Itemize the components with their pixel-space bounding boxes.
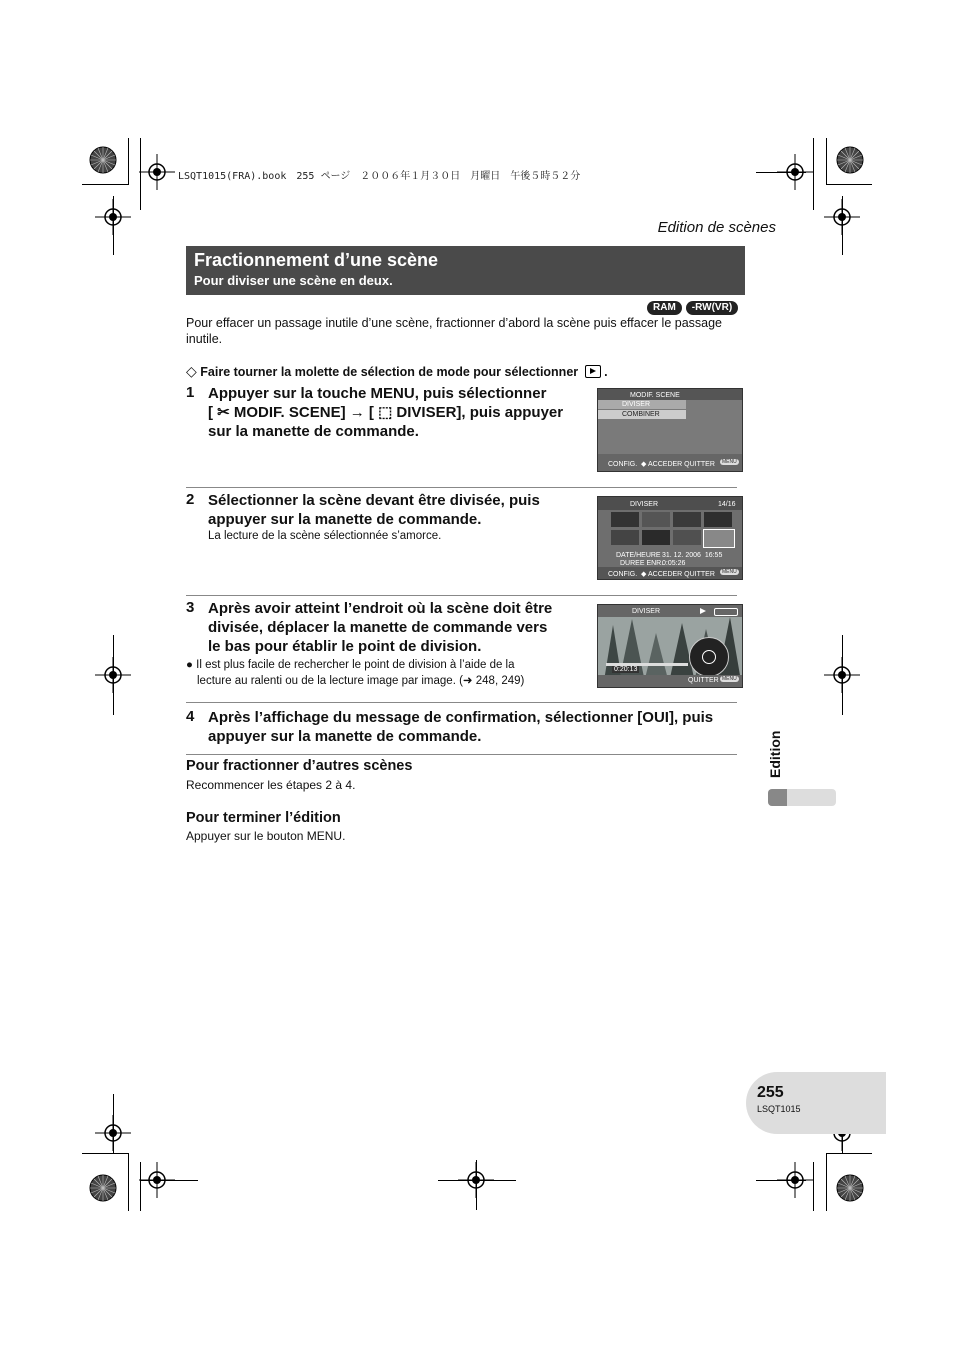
screen2-duration-label: DUREE ENR. [620, 560, 664, 567]
step-4-text: Après l’affichage du message de confirmation, sélectionner [OUI], puis appuyer sur la manette de commande. [208, 709, 714, 745]
screen-divide-thumbnails [597, 496, 743, 580]
screen2-counter: 14/16 [718, 501, 736, 508]
screen-menu-item-1: DIVISER [622, 401, 651, 408]
sub-text-finish: Appuyer sur le bouton MENU. [186, 829, 346, 843]
separator-4 [186, 754, 737, 755]
chapter-index-bar [768, 789, 836, 806]
screen2-date-label: DATE/HEURE [616, 552, 661, 559]
page-code: LSQT1015 [757, 1104, 801, 1114]
intro-text: Pour effacer un passage inutile d’une scène, fractionner d’abord la scène puis effacer le passage inutile. [186, 316, 722, 346]
screen3-battery-icon [714, 608, 738, 616]
step-2-text: Sélectionner la scène devant être divisée, puis appuyer sur la manette de commande. [208, 492, 540, 528]
prep-instruction [186, 363, 608, 380]
screen-divide-playback [597, 604, 743, 688]
page-number-pill [746, 1072, 886, 1134]
page-number: 255 [757, 1084, 784, 1101]
separator-1 [186, 487, 737, 488]
step-1-text: Appuyer sur la touche MENU, puis sélectionner [ ✂ MODIF. SCENE] → [ ⬚ DIVISER], puis appuyer sur la manette de commande. [208, 385, 564, 440]
separator-2 [186, 595, 737, 596]
screen-menu-menu: MENU [722, 459, 737, 465]
screen3-footer: QUITTER [688, 677, 719, 684]
step-4-number: 4 [186, 708, 195, 725]
step-3-number: 3 [186, 599, 195, 616]
prep-end: . [604, 365, 608, 379]
badge-ram: RAM [647, 301, 682, 315]
page-subtitle: Pour diviser une scène en deux. [194, 273, 393, 288]
step-1-number: 1 [186, 384, 195, 401]
diamond-icon: ◇ [186, 363, 197, 379]
screen3-time: 0:20:13 [614, 666, 638, 673]
screen2-date-value: 31. 12. 2006 16:55 [662, 552, 723, 559]
sub-heading-finish: Pour terminer l’édition [186, 810, 341, 826]
media-badges [647, 301, 738, 315]
screen2-menu: MENU [722, 569, 737, 575]
title-bar [186, 246, 745, 295]
play-mode-icon [585, 365, 601, 378]
section-label: Edition de scènes [657, 219, 776, 236]
screen-menu-footer: CONFIG. ◆ ACCEDER QUITTER [608, 461, 715, 468]
screen3-menu: MENU [722, 676, 737, 682]
print-header: LSQT1015(FRA).book 255 ページ ２００６年１月３０日 月曜日 午後５時５２分 [178, 171, 581, 182]
step-3-text: Après avoir atteint l’endroit où la scène doit être divisée, déplacer la manette de commande vers le bas pour établir le point de division. [208, 600, 553, 655]
step-2-note: La lecture de la scène sélectionnée s’amorce. [208, 530, 442, 542]
sub-text-other-scenes: Recommencer les étapes 2 à 4. [186, 778, 356, 792]
screen-menu-item-2: COMBINER [622, 411, 660, 418]
step-3-bullet: ● Il est plus facile de rechercher le point de division à l’aide de la lecture au ralenti ou de la lecture image par image. (➜ 248, 249) [186, 659, 525, 687]
screen2-title: DIVISER [630, 501, 659, 508]
separator-3 [186, 702, 737, 703]
step-2-number: 2 [186, 491, 195, 508]
badge-rw: -RW(VR) [686, 301, 738, 315]
screen2-footer: CONFIG. ◆ ACCEDER QUITTER [608, 571, 715, 578]
sub-heading-other-scenes: Pour fractionner d’autres scènes [186, 758, 413, 774]
screen3-play-icon [700, 608, 706, 614]
bullet-icon: ● [186, 659, 193, 671]
screen2-duration-value: 0:05:26 [662, 560, 686, 567]
prep-text: Faire tourner la molette de sélection de mode pour sélectionner [200, 365, 579, 379]
screen-menu [597, 388, 743, 472]
page-title: Fractionnement d’une scène [194, 250, 439, 270]
screen-menu-title: MODIF. SCENE [630, 392, 680, 399]
screen3-title: DIVISER [632, 608, 661, 615]
side-tab-edition: Edition [767, 730, 783, 778]
